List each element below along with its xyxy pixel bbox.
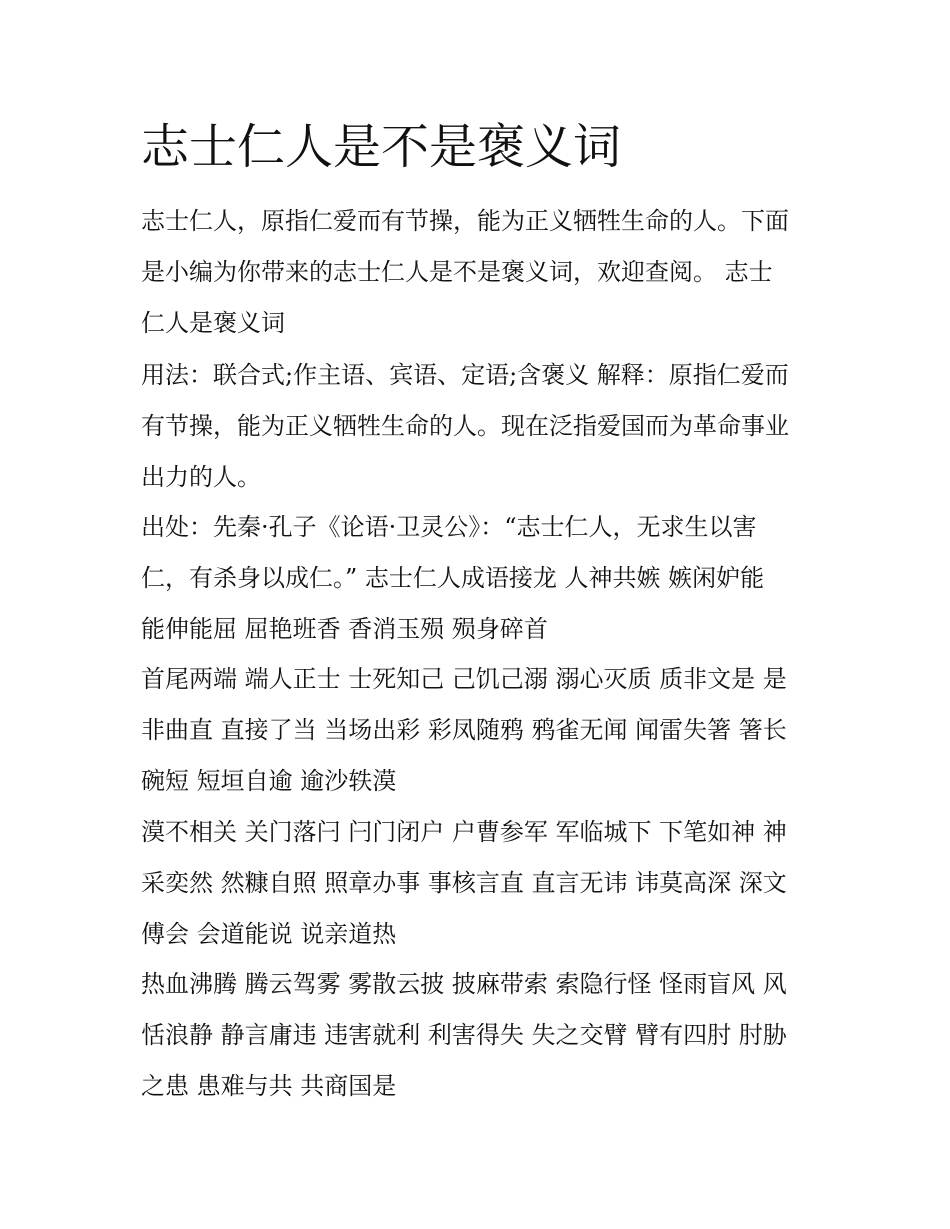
text-line: 首尾两端 端人正士 士死知己 己饥己溺 溺心灭质 质非文是 是	[141, 665, 787, 693]
text-line: 用法：联合式;作主语、宾语、定语;含褒义 解释：原指仁爱而	[141, 361, 789, 389]
text-line: 仁，有杀身以成仁。” 志士仁人成语接龙 人神共嫉 嫉闲妒能	[141, 564, 765, 592]
text-line: 出处：先秦·孔子《论语·卫灵公》：“志士仁人，无求生以害	[141, 513, 757, 541]
text-line: 仁人是褒义词	[141, 309, 285, 337]
text-line: 傅会 会道能说 说亲道热	[141, 920, 397, 948]
text-line: 之患 患难与共 共商国是	[141, 1072, 397, 1100]
text-line: 热血沸腾 腾云驾雾 雾散云披 披麻带索 索隐行怪 怪雨盲风 风	[141, 970, 787, 998]
text-line: 漠不相关 关门落闩 闩门闭户 户曹参军 军临城下 下笔如神 神	[141, 818, 787, 846]
text-line: 采奕然 然糠自照 照章办事 事核言直 直言无讳 讳莫高深 深文	[141, 869, 787, 897]
text-line: 志士仁人，原指仁爱而有节操，能为正义牺牲生命的人。下面	[141, 207, 789, 235]
text-line: 有节操，能为正义牺牲生命的人。现在泛指爱国而为革命事业	[141, 412, 789, 440]
text-line: 恬浪静 静言庸违 违害就利 利害得失 失之交臂 臂有四肘 肘胁	[141, 1021, 787, 1049]
document-title: 志士仁人是不是褒义词	[141, 119, 622, 175]
text-line: 是小编为你带来的志士仁人是不是褒义词，欢迎查阅。 志士	[141, 258, 773, 286]
text-line: 出力的人。	[141, 463, 261, 491]
text-line: 非曲直 直接了当 当场出彩 彩凤随鸦 鸦雀无闻 闻雷失箸 箸长	[141, 716, 787, 744]
text-line: 碗短 短垣自逾 逾沙轶漠	[141, 767, 397, 795]
text-line: 能伸能屈 屈艳班香 香消玉殒 殒身碎首	[141, 615, 548, 643]
